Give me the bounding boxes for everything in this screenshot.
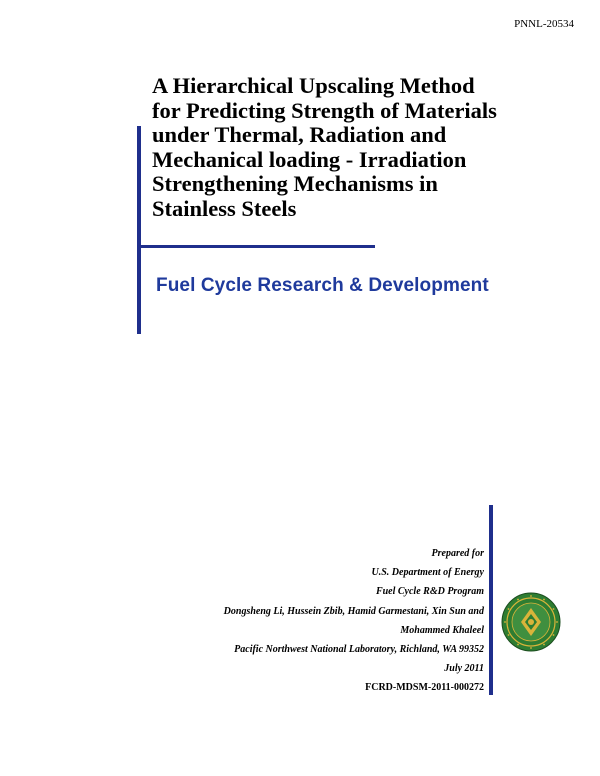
preparation-block — [224, 544, 484, 698]
doe-seal-icon — [501, 592, 561, 652]
right-accent-bar — [489, 505, 493, 695]
title-line: Mechanical loading - Irradiation — [152, 146, 467, 172]
authors-line: Dongsheng Li, Hussein Zbib, Hamid Garmestani, Xin Sun and — [223, 605, 484, 617]
program-heading: Fuel Cycle Research & Development — [156, 275, 489, 296]
report-title — [152, 74, 582, 221]
title-line: under Thermal, Radiation and — [152, 122, 447, 147]
report-number: PNNL-20534 — [514, 18, 574, 30]
title-line: A Hierarchical Upscaling Method — [152, 73, 475, 98]
report-date: July 2011 — [444, 663, 484, 675]
program-name: Fuel Cycle R&D Program — [375, 586, 484, 598]
authors-line: Mohammed Khaleel — [400, 624, 484, 636]
title-line: for Predicting Strength of Materials — [152, 97, 497, 123]
title-line: Stainless Steels — [152, 195, 297, 221]
document-number: FCRD-MDSM-2011-000272 — [365, 682, 484, 694]
title-underline-rule — [137, 245, 375, 248]
institution-line: Pacific Northwest National Laboratory, Richland, WA 99352 — [234, 644, 484, 656]
title-line: Strengthening Mechanisms in — [152, 171, 438, 196]
prepared-for-label: Prepared for — [431, 548, 484, 559]
agency-name: U.S. Department of Energy — [371, 567, 484, 579]
left-accent-bar — [137, 126, 141, 334]
